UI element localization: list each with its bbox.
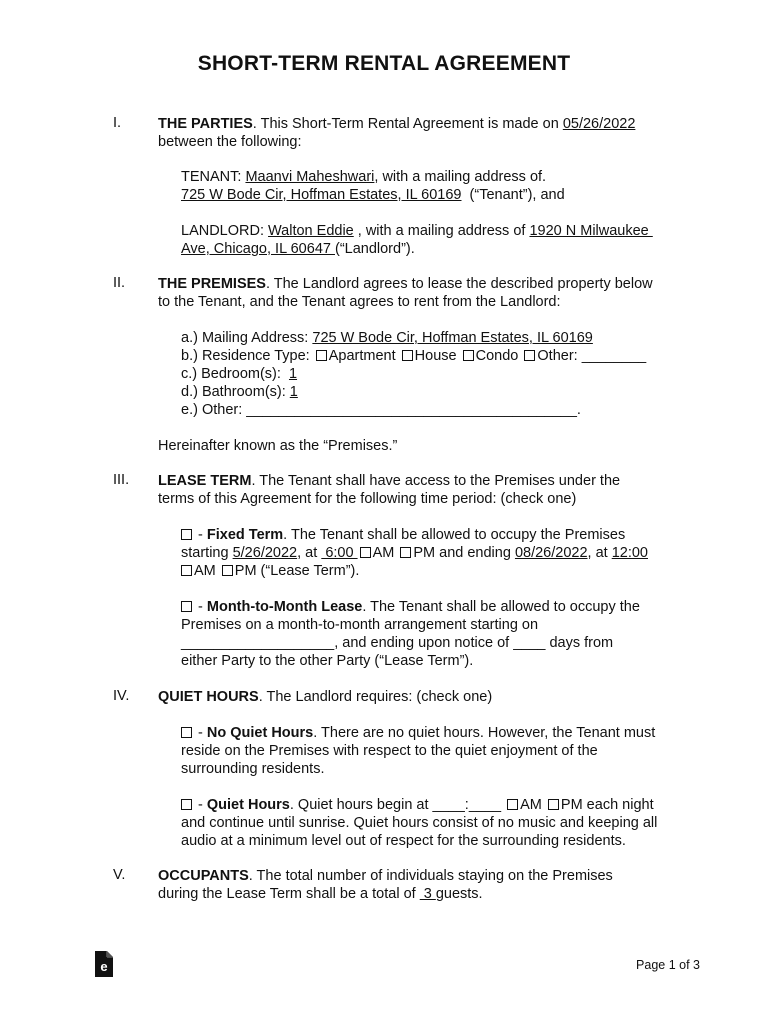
mailing-address-value: 725 W Bode Cir, Hoffman Estates, IL 60169 [312,330,593,346]
landlord-line-2 [181,240,415,258]
bathrooms-value: 1 [289,384,298,400]
month-to-month-text: . The Tenant shall be allowed to occupy the [362,599,640,615]
bedrooms-value: 1 [288,366,298,382]
premises-bathrooms [181,383,298,401]
landlord-address-1: 1920 N Milwaukee [529,223,653,239]
document-title: SHORT-TERM RENTAL AGREEMENT [197,52,571,75]
apartment-label: Apartment [328,348,396,364]
month-to-month-line-2: Premises on a month-to-month arrangement starting on [181,617,539,633]
month-to-month-line-3: ___________________, and ending upon notice of ____ days from [181,635,614,651]
tenant-name: Maanvi Maheshwari [245,169,375,185]
no-quiet-hours-checkbox[interactable] [181,727,192,738]
fixed-term-heading: Fixed Term [206,527,284,543]
quiet-hours-pm-label: PM each night [560,797,654,813]
other-checkbox[interactable] [524,350,535,361]
apartment-checkbox[interactable] [316,350,327,361]
landlord-label: LANDLORD: [181,223,269,239]
section-5-line-2 [158,885,483,903]
fixed-end-am-checkbox[interactable] [181,565,192,576]
section-2-heading: THE PREMISES [158,276,266,292]
section-3-text: . The Tenant shall have access to the Premises under the [251,473,621,489]
premises-bedrooms [181,365,297,383]
occupants-value: 3 [419,886,436,902]
no-quiet-hours-text: . There are no quiet hours. However, the Tenant must [313,725,656,741]
premises-hereinafter: Hereinafter known as the “Premises.” [158,438,398,454]
residence-type-label: b.) Residence Type: [181,348,314,364]
section-number-2: II. [113,275,126,291]
no-quiet-hours-line-1 [181,724,655,742]
tenant-text: , with a mailing address of. [374,169,547,185]
fixed-end-pm-checkbox[interactable] [222,565,233,576]
quiet-hours-am-label: AM [520,797,542,813]
house-checkbox[interactable] [402,350,413,361]
no-quiet-hours-dash: - [194,725,207,741]
fixed-term-dash: - [194,527,207,543]
section-1-heading: THE PARTIES [158,116,253,132]
premises-residence-type [181,347,646,365]
tenant-line-2 [181,186,565,204]
fixed-start-time: 6:00 [321,545,358,561]
agreement-date: 05/26/2022 [562,116,636,132]
premises-other: e.) Other: _________________________________________. [181,402,581,418]
no-quiet-hours-line-3: surrounding residents. [181,761,325,777]
house-label: House [414,348,457,364]
no-quiet-hours-heading: No Quiet Hours [206,725,314,741]
fixed-term-text: . The Tenant shall be allowed to occupy the Premises [283,527,626,543]
section-2-line-2: to the Tenant, and the Tenant agrees to rent from the Landlord: [158,294,561,310]
quiet-hours-line-1 [181,796,654,814]
fixed-end-am-label: AM [194,563,216,579]
no-quiet-hours-line-2: reside on the Premises with respect to the quiet enjoyment of the [181,743,598,759]
month-to-month-checkbox[interactable] [181,601,192,612]
section-4-line-1 [158,688,492,706]
quiet-hours-am-checkbox[interactable] [507,799,518,810]
section-1-line-1 [158,115,635,133]
fixed-at: , at [297,545,322,561]
fixed-end-pm-label: PM (“Lease Term”). [234,563,360,579]
bedrooms-label: c.) Bedroom(s): [181,366,289,382]
eforms-logo-icon [94,950,114,978]
section-3-line-2: terms of this Agreement for the following time period: (check one) [158,491,577,507]
fixed-term-line-2 [181,544,648,562]
landlord-text: , with a mailing address of [353,223,530,239]
fixed-start-date: 5/26/2022 [232,545,298,561]
landlord-suffix: (“Landlord”). [334,241,415,257]
fixed-pm-ending: PM and ending [413,545,515,561]
tenant-suffix: (“Tenant”), and [461,187,565,203]
month-to-month-line-4: either Party to the other Party (“Lease Term”). [181,653,474,669]
svg-text:e: e [100,959,108,974]
section-number-5: V. [113,867,126,883]
occupants-suffix: guests. [435,886,483,902]
tenant-label: TENANT: [181,169,246,185]
fixed-start-label: starting [181,545,233,561]
fixed-start-am-checkbox[interactable] [360,547,371,558]
quiet-hours-line-3: audio at a minimum level out of respect for the surrounding residents. [181,833,626,849]
section-3-heading: LEASE TERM [158,473,252,489]
section-5-heading: OCCUPANTS [158,868,249,884]
fixed-start-pm-checkbox[interactable] [400,547,411,558]
section-4-heading: QUIET HOURS [158,689,259,705]
condo-label: Condo [475,348,519,364]
section-number-3: III. [113,472,130,488]
condo-checkbox[interactable] [463,350,474,361]
fixed-end-date: 08/26/2022 [514,545,588,561]
quiet-hours-line-2: and continue until sunrise. Quiet hours consist of no music and keeping all [181,815,658,831]
section-2-text: . The Landlord agrees to lease the described property below [265,276,653,292]
fixed-term-line-3 [181,562,359,580]
section-number-4: IV. [113,688,130,704]
other-label: Other: ________ [537,348,647,364]
month-to-month-dash: - [194,599,207,615]
occupants-text: during the Lease Term shall be a total of [158,886,420,902]
quiet-hours-text: . Quiet hours begin at ____:____ [289,797,506,813]
section-5-text: . The total number of individuals staying on the Premises [248,868,613,884]
fixed-term-line-1 [181,526,625,544]
landlord-name: Walton Eddie [268,223,354,239]
page-number: Page 1 of 3 [636,958,700,972]
premises-mailing-address [181,329,593,347]
section-1-text: . This Short-Term Rental Agreement is made on [252,116,563,132]
landlord-address-2: Ave, Chicago, IL 60647 [181,241,335,257]
tenant-line-1 [181,168,546,186]
month-to-month-heading: Month-to-Month Lease [206,599,363,615]
section-number-1: I. [113,115,122,131]
fixed-term-checkbox[interactable] [181,529,192,540]
landlord-line-1 [181,222,653,240]
quiet-hours-pm-checkbox[interactable] [548,799,559,810]
section-3-line-1 [158,472,620,490]
section-1-line-2: between the following: [158,134,302,150]
month-to-month-line-1 [181,598,640,616]
section-5-line-1 [158,867,613,885]
section-4-text: . The Landlord requires: (check one) [258,689,493,705]
fixed-end-time: 12:00 [611,545,648,561]
tenant-address: 725 W Bode Cir, Hoffman Estates, IL 60169 [181,187,462,203]
quiet-hours-dash: - [194,797,207,813]
fixed-start-am-label: AM [372,545,395,561]
fixed-at-2: , at [587,545,612,561]
quiet-hours-heading: Quiet Hours [206,797,290,813]
bathrooms-label: d.) Bathroom(s): [181,384,290,400]
mailing-address-label: a.) Mailing Address: [181,330,313,346]
quiet-hours-checkbox[interactable] [181,799,192,810]
section-2-line-1 [158,275,653,293]
